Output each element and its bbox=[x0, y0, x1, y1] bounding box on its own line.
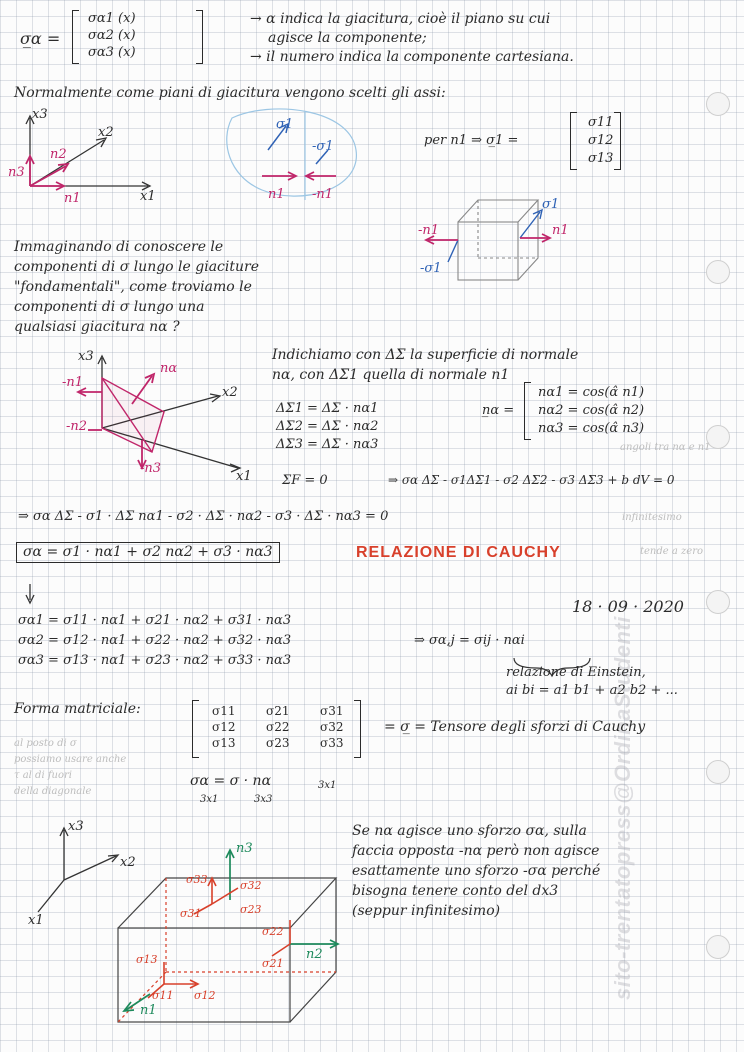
closing-line: (seppur infinitesimo) bbox=[352, 903, 501, 919]
closing-line: faccia opposta -nα però non agisce bbox=[352, 843, 600, 859]
sigma-label: σ32 bbox=[240, 879, 262, 892]
matrix-entry: σα1 (x) bbox=[88, 11, 136, 26]
bracket bbox=[354, 700, 361, 758]
question-line: componenti di σ lungo le giaciture bbox=[14, 259, 259, 275]
cube-n1-label: n1 bbox=[552, 223, 569, 238]
n3-label: n3 bbox=[8, 165, 25, 180]
cube-n1-label: n1 bbox=[140, 1003, 157, 1018]
tetra-neg-n1-label: -n1 bbox=[62, 375, 84, 390]
matrix-entry: σ13 bbox=[588, 151, 614, 166]
tetra-x3-label: x3 bbox=[78, 349, 94, 364]
cube-neg-n1-label: -n1 bbox=[418, 223, 440, 238]
stress-matrix bbox=[212, 704, 352, 750]
matrix-product: σα = σ · nα bbox=[190, 773, 272, 789]
note-line: → il numero indica la componente cartesiana. bbox=[250, 49, 574, 65]
question-line: componenti di σ lungo una bbox=[14, 299, 205, 315]
cube-sketch-1 bbox=[458, 200, 538, 280]
sigma-alpha-label: σ̲α = bbox=[20, 29, 61, 48]
cauchy-relation-box: σα = σ1 · nα1 + σ2 nα2 + σ3 · nα3 bbox=[16, 542, 280, 563]
question-line: "fondamentali", come troviamo le bbox=[14, 279, 252, 295]
expanded-equation: ⇒ σα ΔΣ - σ1 · ΔΣ nα1 - σ2 · ΔΣ · nα2 - σ3 · ΔΣ · nα3 = 0 bbox=[18, 509, 389, 524]
stress-cube bbox=[118, 878, 336, 1022]
cube-normal-arrows bbox=[426, 234, 550, 244]
sigma-label: σ12 bbox=[194, 989, 216, 1002]
faint-note: angoli tra nα e n1 bbox=[620, 442, 711, 453]
matrix-cell: σ11 bbox=[212, 704, 236, 718]
cube-n3-label: n3 bbox=[236, 841, 253, 856]
sigma-label: σ33 bbox=[186, 873, 208, 886]
component-row: σα1 = σ11 · nα1 + σ21 · nα2 + σ31 · nα3 bbox=[18, 613, 292, 628]
faint-note: tende a zero bbox=[640, 546, 704, 557]
cube-x2-label: x2 bbox=[120, 855, 136, 870]
tetra-x1-label: x1 bbox=[236, 469, 252, 484]
cube-x1-label: x1 bbox=[28, 913, 44, 928]
sum-forces: ΣF = 0 bbox=[282, 473, 328, 488]
sigma-label: σ11 bbox=[152, 989, 174, 1002]
matrix-cell: σ32 bbox=[320, 720, 344, 734]
axes-sketch-bottom bbox=[38, 828, 118, 912]
cube-normals bbox=[124, 850, 338, 1011]
question-line: qualsiasi giacitura nα ? bbox=[14, 319, 180, 335]
delta-sigma-eq: ΔΣ1 = ΔΣ · nα1 bbox=[276, 401, 379, 416]
cube-n2-label: n2 bbox=[306, 947, 323, 962]
tetra-x2-label: x2 bbox=[222, 385, 238, 400]
matrix-cell: σ22 bbox=[266, 720, 290, 734]
sigma-label: σ23 bbox=[240, 903, 262, 916]
sigma-label: σ13 bbox=[136, 953, 158, 966]
nalpha-entry: nα2 = cos(α̂ n2) bbox=[538, 403, 645, 418]
n1-label: n1 bbox=[64, 191, 81, 206]
n2-label: n2 bbox=[50, 147, 67, 162]
matrix-entry: σα2 (x) bbox=[88, 28, 136, 43]
bracket bbox=[192, 700, 199, 758]
x3-label: x3 bbox=[32, 107, 48, 122]
faint-note: possiamo usare anche bbox=[14, 754, 127, 765]
matrix-entry: σα3 (x) bbox=[88, 45, 136, 60]
closing-line: bisogna tenere conto del dx3 bbox=[352, 883, 559, 899]
tetrahedron bbox=[102, 378, 164, 452]
note-line: → α indica la giacitura, cioè il piano su cui bbox=[250, 11, 551, 27]
component-row: σα3 = σ13 · nα1 + σ23 · nα2 + σ33 · nα3 bbox=[18, 653, 292, 668]
sigma-label: σ22 bbox=[262, 925, 284, 938]
bracket bbox=[570, 112, 577, 170]
note-line: agisce la componente; bbox=[268, 30, 427, 46]
dimension-label: 3x1 bbox=[200, 794, 219, 805]
dimension-label: 3x1 bbox=[318, 780, 337, 791]
matrix-cell: σ21 bbox=[266, 704, 290, 718]
faint-note: infinitesimo bbox=[622, 512, 682, 523]
nalpha-entry: nα1 = cos(α̂ n1) bbox=[538, 385, 645, 400]
tetra-nalpha-label: nα bbox=[160, 361, 178, 376]
neg-n1-sketch-label: -n1 bbox=[312, 187, 334, 202]
sigma1-relation: per n1 ⇒ σ̲1 = bbox=[424, 133, 519, 148]
closing-line: esattamente uno sforzo -σα perché bbox=[352, 863, 601, 879]
section-title: Normalmente come piani di giacitura vengono scelti gli assi: bbox=[14, 85, 446, 101]
neg-sigma1-label: -σ1 bbox=[312, 139, 334, 154]
tetra-neg-n3-label: -n3 bbox=[140, 461, 162, 476]
dimension-label: 3x3 bbox=[254, 794, 273, 805]
balance-equation: ⇒ σα ΔΣ - σ1ΔΣ1 - σ2 ΔΣ2 - σ3 ΔΣ3 + b dV = 0 bbox=[388, 473, 675, 487]
sigma1-label: σ1 bbox=[276, 117, 294, 132]
cube-x3-label: x3 bbox=[68, 819, 84, 834]
component-row: σα2 = σ12 · nα1 + σ22 · nα2 + σ32 · nα3 bbox=[18, 633, 292, 648]
normal-arrows-2 bbox=[262, 172, 336, 180]
faint-note: della diagonale bbox=[14, 786, 92, 797]
x2-label: x2 bbox=[98, 125, 114, 140]
cube-sigma1-label: σ1 bbox=[542, 197, 560, 212]
matrix-cell: σ12 bbox=[212, 720, 236, 734]
definition-line: Indichiamo con ΔΣ la superficie di normale bbox=[272, 347, 579, 363]
cube-neg-sigma1-label: -σ1 bbox=[420, 261, 442, 276]
matrix-cell: σ13 bbox=[212, 736, 236, 750]
delta-sigma-eq: ΔΣ3 = ΔΣ · nα3 bbox=[276, 437, 379, 452]
faint-note: al posto di σ bbox=[14, 738, 77, 749]
watermark: sito-trentatopress@OrdinaStudenti bbox=[610, 616, 635, 1000]
einstein-note: relazione di Einstein, bbox=[506, 665, 646, 680]
closing-line: Se nα agisce uno sforzo σα, sulla bbox=[352, 823, 587, 839]
nalpha-entry: nα3 = cos(α̂ n3) bbox=[538, 421, 645, 436]
faint-note: τ al di fuori bbox=[14, 770, 72, 781]
delta-sigma-eq: ΔΣ2 = ΔΣ · nα2 bbox=[276, 419, 379, 434]
matrix-entry: σ11 bbox=[588, 115, 614, 130]
einstein-note: ai bi = a1 b1 + a2 b2 + ... bbox=[506, 683, 678, 698]
sigma-label: σ31 bbox=[180, 907, 202, 920]
sigma-label: σ21 bbox=[262, 957, 284, 970]
bracket bbox=[524, 382, 531, 440]
bracket bbox=[614, 112, 621, 170]
question-line: Immaginando di conoscere le bbox=[14, 239, 224, 255]
matrix-entry: σ12 bbox=[588, 133, 614, 148]
nalpha-label: n̲α = bbox=[482, 403, 515, 418]
matrix-cell: σ33 bbox=[320, 736, 344, 750]
cauchy-title: RELAZIONE DI CAUCHY bbox=[356, 544, 561, 561]
matrix-cell: σ31 bbox=[320, 704, 344, 718]
definition-line: nα, con ΔΣ1 quella di normale n1 bbox=[272, 367, 510, 383]
tensor-definition: = σ̲ = Tensore degli sforzi di Cauchy bbox=[384, 719, 646, 735]
matrix-cell: σ23 bbox=[266, 736, 290, 750]
date: 18 · 09 · 2020 bbox=[572, 597, 684, 616]
einstein-formula: ⇒ σα,j = σij · nαi bbox=[414, 633, 525, 648]
matrix-form-title: Forma matriciale: bbox=[14, 701, 141, 717]
tetra-neg-n2-label: -n2 bbox=[66, 419, 88, 434]
n1-sketch-label: n1 bbox=[268, 187, 285, 202]
x1-label: x1 bbox=[140, 189, 156, 204]
